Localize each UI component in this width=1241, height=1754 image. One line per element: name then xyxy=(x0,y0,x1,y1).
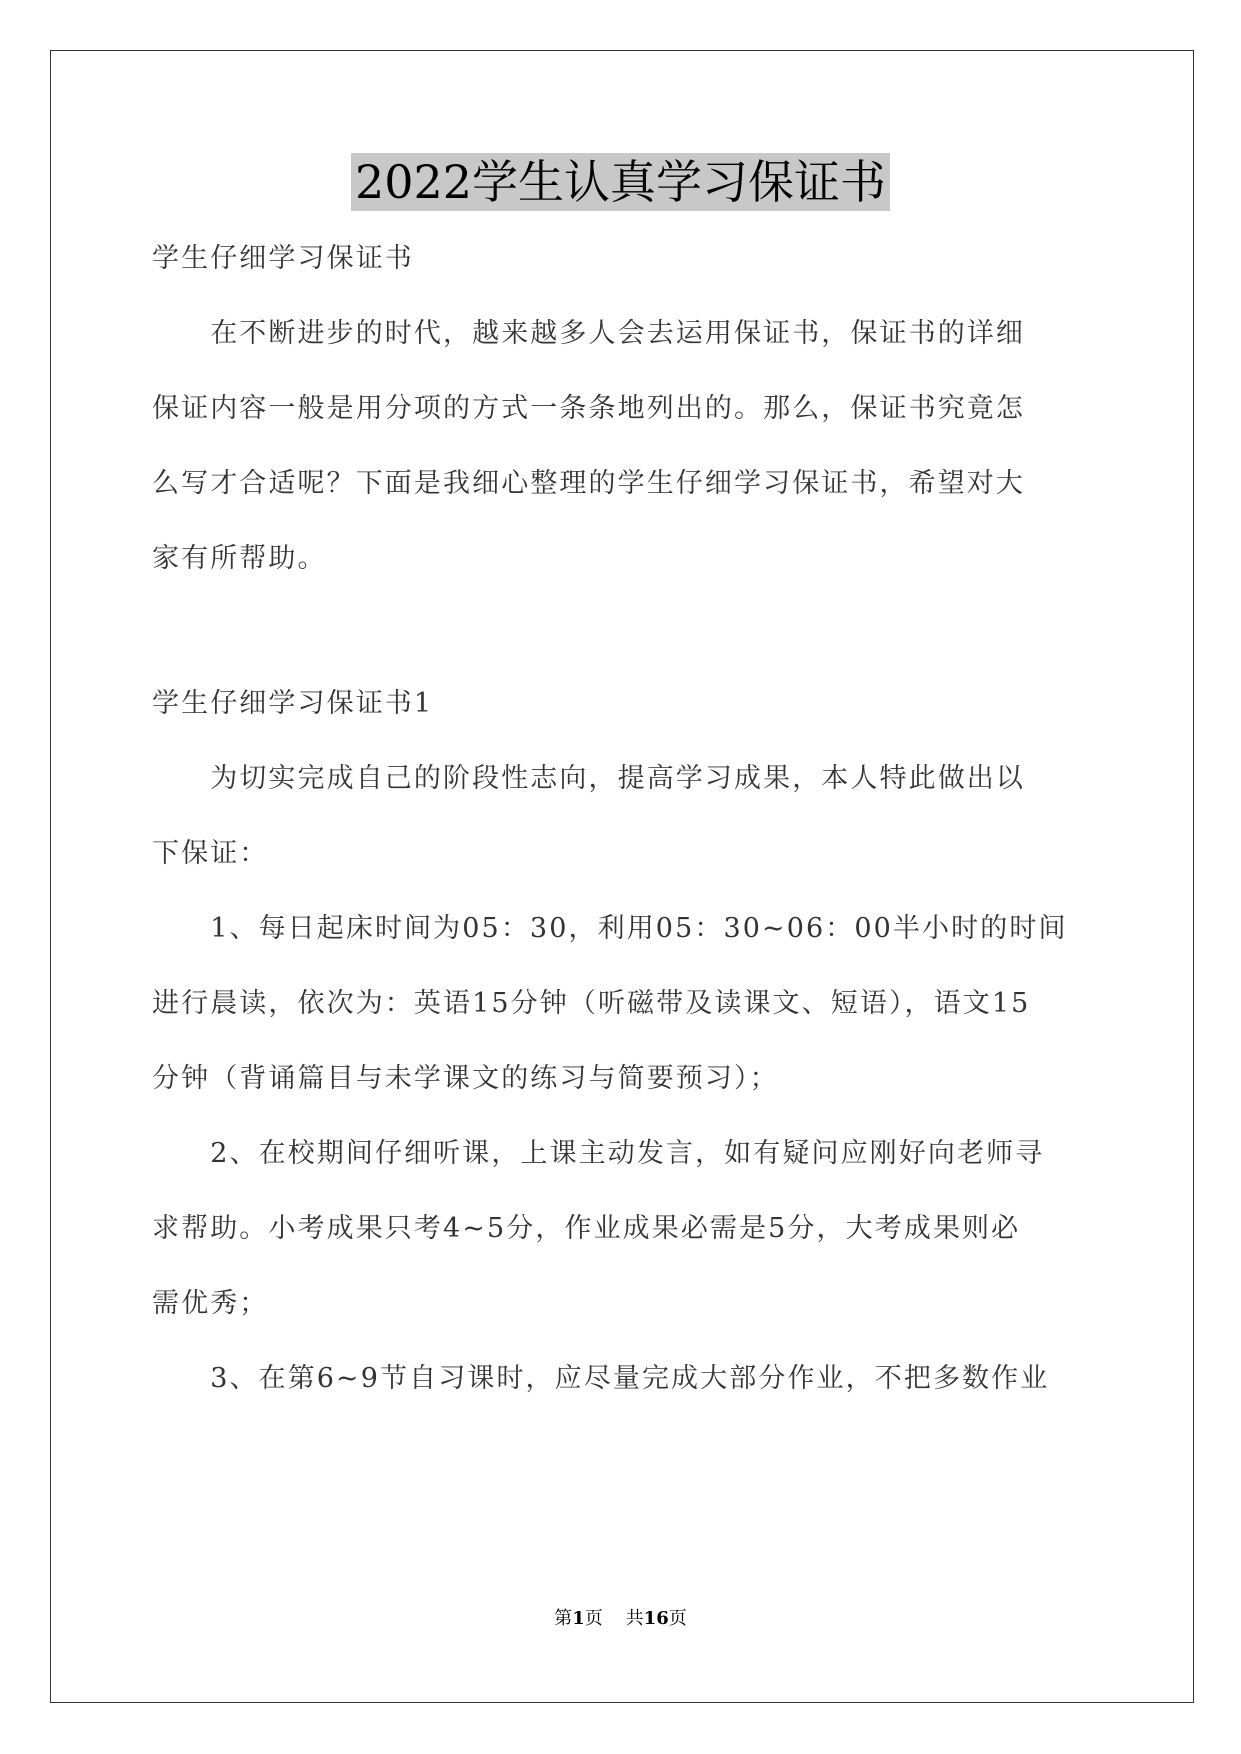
body-line: 为切实完成自己的阶段性志向，提高学习成果，本人特此做出以 xyxy=(152,763,1025,794)
footer-total-prefix: 共 xyxy=(625,1608,644,1629)
page-footer xyxy=(0,1604,1241,1630)
title-container xyxy=(0,153,1241,211)
body-line: 进行晨读，依次为：英语15分钟（听磁带及读课文、短语），语文15 xyxy=(152,988,1031,1019)
body-line: 需优秀； xyxy=(152,1288,269,1319)
body-line: 保证内容一般是用分项的方式一条条地列出的。那么，保证书究竟怎 xyxy=(152,393,1025,424)
body-line: 分钟（背诵篇目与未学课文的练习与简要预习）； xyxy=(152,1063,779,1094)
body-line: 1、每日起床时间为05：30，利用05：30~06：00半小时的时间 xyxy=(152,913,1068,944)
body-line: 2、在校期间仔细听课，上课主动发言，如有疑问应刚好向老师寻 xyxy=(152,1138,1045,1169)
subtitle-line: 学生仔细学习保证书 xyxy=(152,243,414,274)
page-border xyxy=(50,50,1194,1703)
section-heading: 学生仔细学习保证书1 xyxy=(152,688,434,719)
footer-prefix: 第 xyxy=(554,1608,573,1629)
body-line: 家有所帮助。 xyxy=(152,543,327,574)
body-line: 在不断进步的时代，越来越多人会去运用保证书，保证书的详细 xyxy=(152,318,1025,349)
body-line: 么写才合适呢？下面是我细心整理的学生仔细学习保证书，希望对大 xyxy=(152,468,1025,499)
document-title: 2022学生认真学习保证书 xyxy=(351,153,890,211)
total-pages: 16 xyxy=(643,1608,669,1629)
footer-total-unit: 页 xyxy=(668,1608,687,1629)
body-line: 下保证： xyxy=(152,838,269,869)
body-line: 3、在第6~9节自习课时，应尽量完成大部分作业，不把多数作业 xyxy=(152,1363,1050,1394)
footer-page-unit: 页 xyxy=(584,1608,603,1629)
body-line: 求帮助。小考成果只考4~5分，作业成果必需是5分，大考成果则必 xyxy=(152,1213,1021,1244)
page-number: 1 xyxy=(572,1608,585,1629)
